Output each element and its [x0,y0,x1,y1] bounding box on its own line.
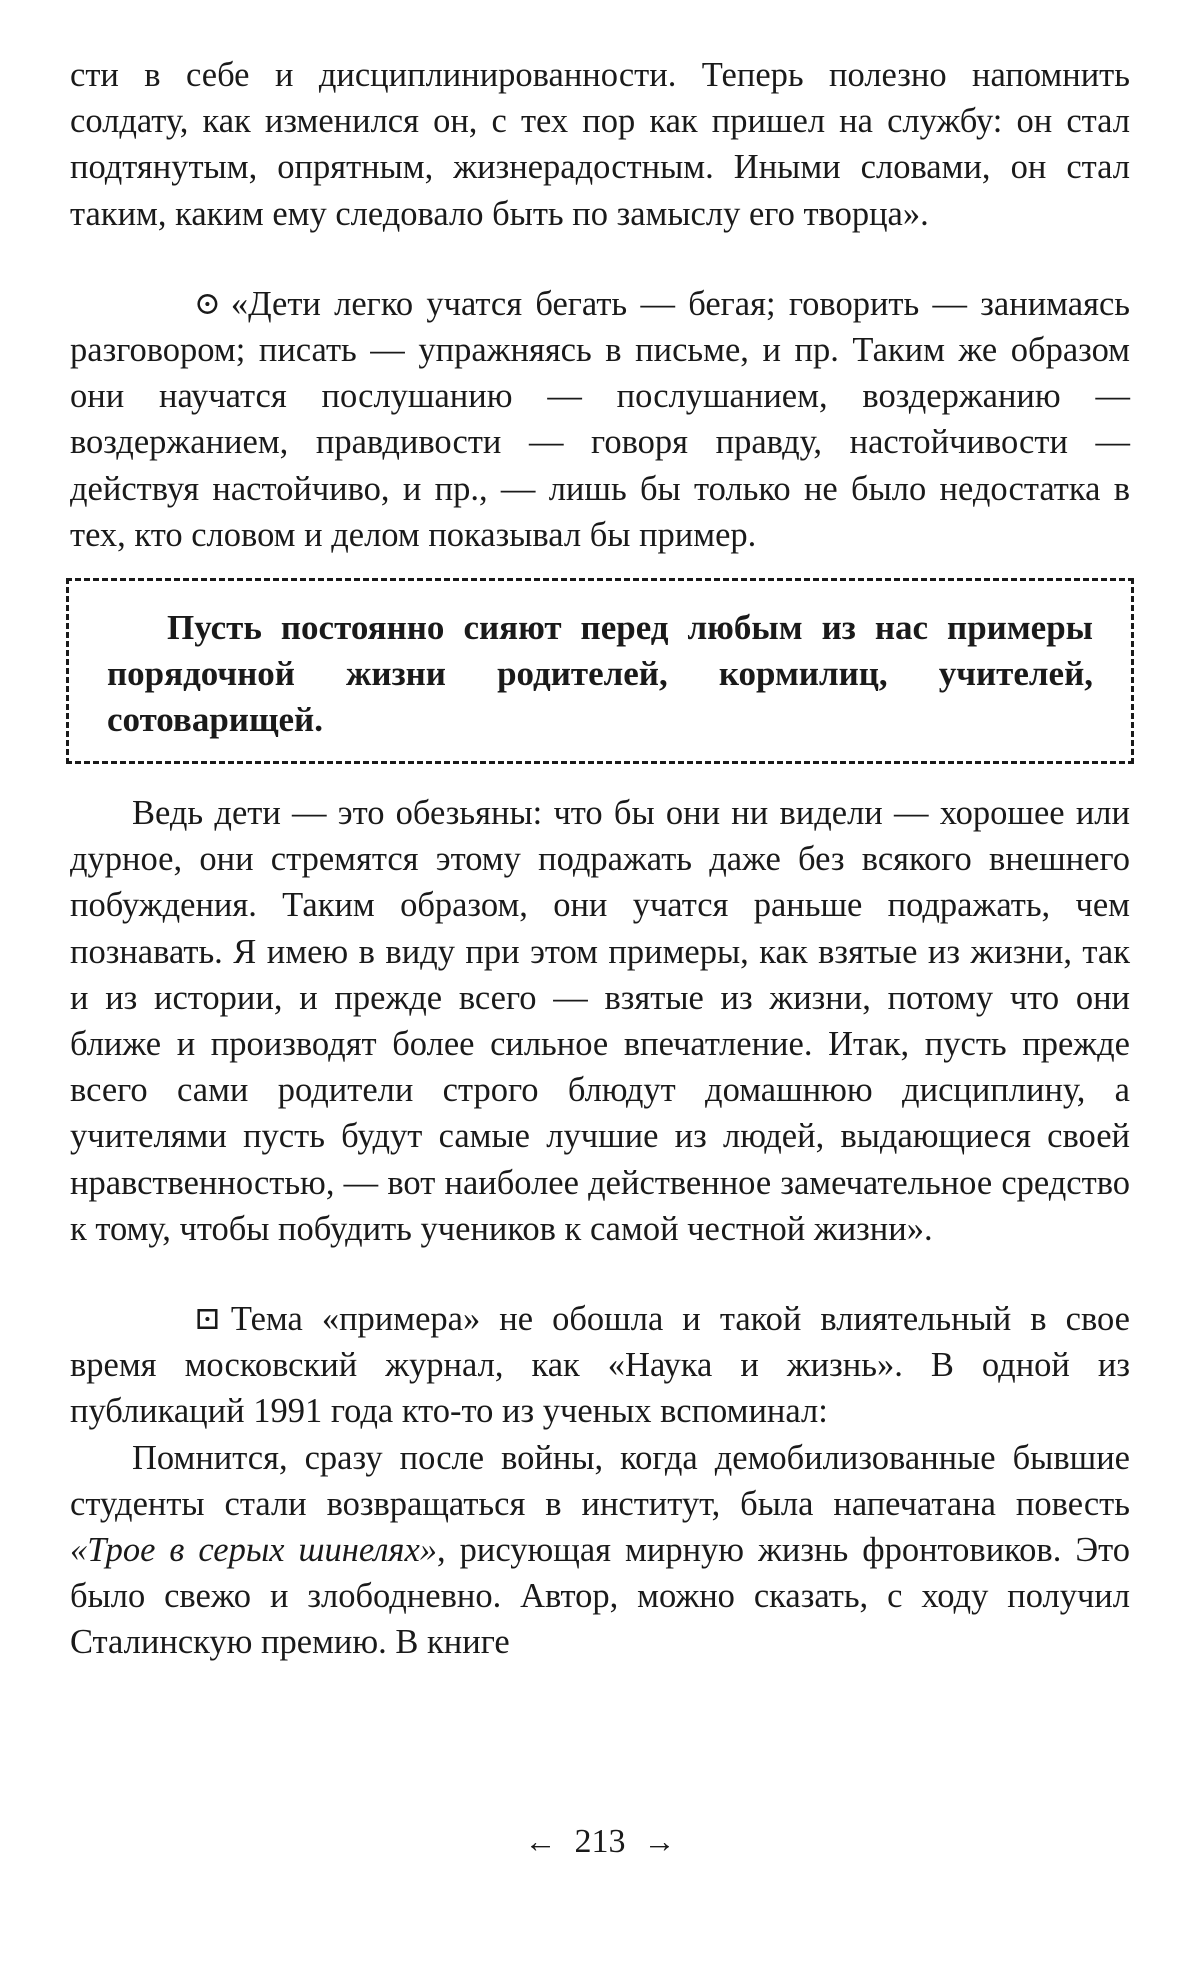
left-arrow-icon: ← [524,1823,557,1859]
paragraph-2-text: «Дети легко учатся бегать — бегая; говорить — занимаясь разговором; писать — упражняясь в письме, и пр. Таким же образом они научатся послушанию — послушанием, воздержанию — воздержанием, правдивости — говоря правду, настойчивости — действуя настойчиво, и пр., — лишь бы только не было недостатка в тех, кто словом и делом показывал бы пример. [70,284,1130,554]
circle-dot-icon: ⊙ [194,284,221,321]
book-title: «Трое в серых шинелях» [70,1531,438,1570]
paragraph-5-text-after: , рисующая мирную жизнь фронтовиков. Это было свежо и злободневно. Автор, можно сказать, с ходу получил Сталинскую премию. В книге [70,1531,1130,1662]
paragraph-1: сти в себе и дисциплинированности. Теперь полезно напомнить солдату, как изменился он, с тех пор как пришел на службу: он стал подтянутым, опрятным, жизнерадостным. Иными словами, он стал таким, каким ему следовало быть по замыслу его творца». [70,56,1130,233]
right-arrow-icon: → [643,1823,676,1859]
page-number-footer [0,1818,1200,1865]
square-dot-icon: ⊡ [194,1300,221,1337]
paragraph-5 [70,1435,1130,1666]
paragraph-4-text: Тема «примера» не обошла и такой влиятельный в свое время московский журнал, как «Наука и жизнь». В одной из публикаций 1991 года кто-то из ученых вспоминал: [70,1300,1130,1431]
paragraph-2 [70,281,1130,558]
paragraph-4 [70,1296,1130,1435]
paragraph-3: Ведь дети — это обезьяны: что бы они ни видели — хорошее или дурное, они стремятся этому подражать даже без всякого внешнего побуждения. Таким образом, они учатся раньше подражать, чем познавать. Я имею в виду при этом примеры, как взятые из жизни, так и из истории, и прежде всего — взятые из жизни, потому что они ближе и производят более сильное впечатление. Итак, пусть прежде всего сами родители строго блюдут домашнюю дисциплину, а учителями пусть будут самые лучшие из людей, выдающиеся своей нравственностью, — вот наиболее действенное замечательное средство к тому, чтобы побудить учеников к самой честной жизни». [70,794,1130,1248]
paragraph-5-text-before: Помнится, сразу после войны, когда демобилизованные бывшие студенты стали возвращаться в институт, была напечатана повесть [70,1438,1130,1523]
page-body [70,52,1130,1666]
page-number: 213 [574,1823,626,1860]
callout-text: Пусть постоянно сияют перед любым из нас примеры порядочной жизни родителей, кормилиц, учителей, сотоварищей. [107,608,1093,740]
callout-box [66,578,1134,764]
